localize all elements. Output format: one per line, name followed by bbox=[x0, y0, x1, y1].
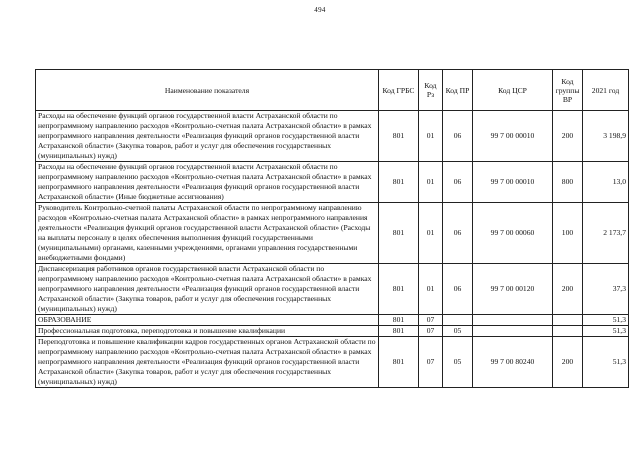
table-row bbox=[36, 326, 629, 337]
table-row bbox=[36, 337, 629, 388]
row-csr: 99 7 00 00010 bbox=[473, 162, 553, 203]
row-vr bbox=[553, 326, 583, 337]
budget-table bbox=[35, 69, 629, 388]
header-pr: Код ПР bbox=[443, 70, 473, 111]
row-value: 3 198,9 bbox=[583, 111, 629, 162]
row-grbs: 801 bbox=[379, 315, 419, 326]
row-pr: 06 bbox=[443, 162, 473, 203]
row-name: Расходы на обеспечение функций органов государственной власти Астраханской области по непрограммному направлению расходов «Контрольно-счетная палата Астраханской области» в рамках непрограммного направления деятельности «Реализация функций органов государственной власти Астраханской области» (Иные бюджетные ассигнования) bbox=[36, 162, 379, 203]
row-pr: 06 bbox=[443, 203, 473, 264]
row-rz: 01 bbox=[419, 162, 443, 203]
row-rz: 01 bbox=[419, 203, 443, 264]
row-csr: 99 7 00 00060 bbox=[473, 203, 553, 264]
row-name: Переподготовка и повышение квалификации кадров государственных органов Астраханской области по непрограммному направлению расходов «Контрольно-счетная палата Астраханской области» в рамках непрограммного направления деятельности «Реализация функций органов государственной власти Астраханской области» (Закупка товаров, работ и услуг для обеспечения государственных (муниципальных) нужд) bbox=[36, 337, 379, 388]
row-grbs: 801 bbox=[379, 203, 419, 264]
row-value: 51,3 bbox=[583, 337, 629, 388]
row-name: Расходы на обеспечение функций органов государственной власти Астраханской области по непрограммному направлению расходов «Контрольно-счетная палата Астраханской области» в рамках непрограммного направления деятельности «Реализация функций органов государственной власти Астраханской области» (Закупка товаров, работ и услуг для обеспечения государственных (муниципальных) нужд) bbox=[36, 111, 379, 162]
row-vr: 800 bbox=[553, 162, 583, 203]
row-grbs: 801 bbox=[379, 264, 419, 315]
row-value: 2 173,7 bbox=[583, 203, 629, 264]
row-vr bbox=[553, 315, 583, 326]
table-row bbox=[36, 162, 629, 203]
row-vr: 200 bbox=[553, 264, 583, 315]
row-csr: 99 7 00 00120 bbox=[473, 264, 553, 315]
table-row bbox=[36, 203, 629, 264]
row-pr bbox=[443, 315, 473, 326]
header-year: 2021 год bbox=[583, 70, 629, 111]
table-row bbox=[36, 315, 629, 326]
table-row bbox=[36, 111, 629, 162]
row-grbs: 801 bbox=[379, 326, 419, 337]
row-vr: 100 bbox=[553, 203, 583, 264]
row-pr: 06 bbox=[443, 264, 473, 315]
row-value: 51,3 bbox=[583, 315, 629, 326]
row-rz: 01 bbox=[419, 264, 443, 315]
table-header-row bbox=[36, 70, 629, 111]
row-grbs: 801 bbox=[379, 162, 419, 203]
row-rz: 07 bbox=[419, 326, 443, 337]
page-number: 494 bbox=[314, 6, 326, 14]
row-grbs: 801 bbox=[379, 111, 419, 162]
row-csr bbox=[473, 315, 553, 326]
header-name: Наименование показателя bbox=[36, 70, 379, 111]
row-csr: 99 7 00 00010 bbox=[473, 111, 553, 162]
row-csr bbox=[473, 326, 553, 337]
row-pr: 05 bbox=[443, 326, 473, 337]
row-csr: 99 7 00 80240 bbox=[473, 337, 553, 388]
header-rz: Код Рз bbox=[419, 70, 443, 111]
row-vr: 200 bbox=[553, 337, 583, 388]
row-grbs: 801 bbox=[379, 337, 419, 388]
row-value: 13,0 bbox=[583, 162, 629, 203]
row-value: 37,3 bbox=[583, 264, 629, 315]
row-name: Профессиональная подготовка, переподготовка и повышение квалификации bbox=[36, 326, 379, 337]
row-name: ОБРАЗОВАНИЕ bbox=[36, 315, 379, 326]
row-value: 51,3 bbox=[583, 326, 629, 337]
header-vr: Код группы ВР bbox=[553, 70, 583, 111]
row-name: Руководитель Контрольно-счетной палаты Астраханской области по непрограммному направлению расходов «Контрольно-счетная палата Астраханской области» в рамках непрограммного направления деятельности «Реализация функций органов государственной власти Астраханской области» (Расходы на выплаты персоналу в целях обеспечения выполнения функций государственными (муниципальными) органами, казенными учреждениями, органами управления государственными внебюджетными фондами) bbox=[36, 203, 379, 264]
row-name: Диспансеризация работников органов государственной власти Астраханской области по непрограммному направлению расходов «Контрольно-счетная палата Астраханской области» в рамках непрограммного направления деятельности «Реализация функций органов государственной власти Астраханской области» (Закупка товаров, работ и услуг для обеспечения государственных (муниципальных) нужд) bbox=[36, 264, 379, 315]
row-pr: 05 bbox=[443, 337, 473, 388]
row-vr: 200 bbox=[553, 111, 583, 162]
row-rz: 07 bbox=[419, 337, 443, 388]
table-row bbox=[36, 264, 629, 315]
row-rz: 07 bbox=[419, 315, 443, 326]
header-grbs: Код ГРБС bbox=[379, 70, 419, 111]
row-pr: 06 bbox=[443, 111, 473, 162]
row-rz: 01 bbox=[419, 111, 443, 162]
header-csr: Код ЦСР bbox=[473, 70, 553, 111]
